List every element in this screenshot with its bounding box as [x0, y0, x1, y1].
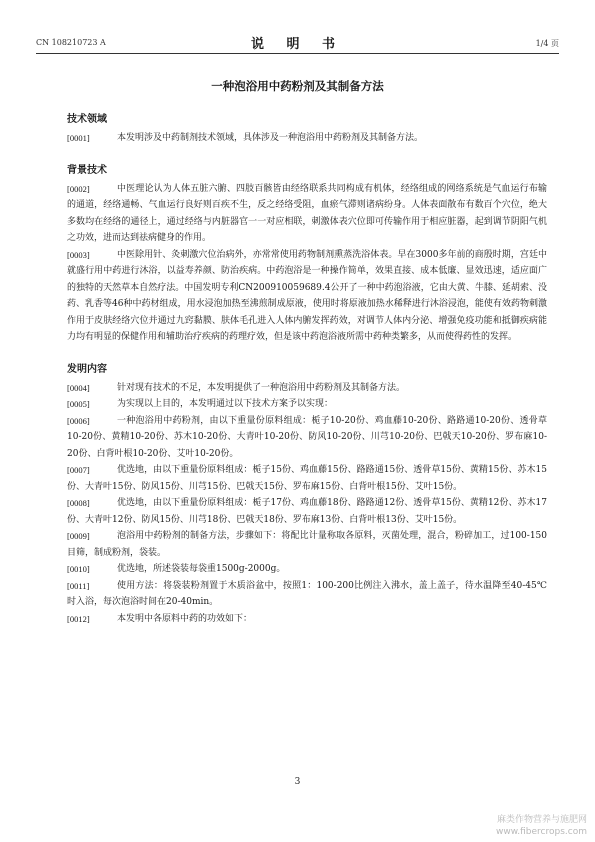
document-body: [67, 110, 547, 627]
paragraph-number: [0009]: [67, 531, 90, 541]
section-heading-tech-field: 技术领域: [67, 114, 107, 125]
paragraph-number: [0001]: [67, 133, 90, 143]
paragraph-text: 本发明中各原料中药的功效如下：: [117, 613, 253, 624]
paragraph-text: 为实现以上目的，本发明通过以下技术方案予以实现：: [117, 399, 334, 409]
paragraph-0004: [67, 380, 547, 397]
paragraph-number: [0004]: [67, 382, 90, 393]
page-number: 3: [294, 777, 301, 787]
paragraph-text: 使用方法：将袋装粉剂置于木质浴盆中，按照1：100-200比例注入沸水，盖上盖子，待水温降至40-45℃时入浴，每次泡浴时间在20-40min。: [67, 580, 547, 607]
header-divider: [36, 53, 559, 54]
paragraph-number: [0003]: [67, 249, 90, 260]
paragraph-number: [0006]: [67, 415, 90, 426]
paragraph-0010: [67, 561, 547, 578]
paragraph-0011: [67, 578, 547, 611]
paragraph-0003: [67, 247, 547, 346]
paragraph-number: [0010]: [67, 564, 90, 574]
paragraph-number: [0005]: [67, 399, 90, 409]
section-heading-background: 背景技术: [67, 164, 107, 176]
paragraph-0006: [67, 413, 547, 463]
watermark: [496, 814, 587, 838]
paragraph-number: [0007]: [67, 465, 90, 475]
watermark-title: 麻类作物营养与施肥网: [496, 815, 587, 825]
page-info: 1/4 页: [535, 39, 559, 48]
paragraph-text: 中医除用针、灸刺激穴位治病外，亦常常使用药物制剂熏蒸洗浴体表。早在3000多年前的商殷时期，宫廷中就盛行用中药进行沐浴，以益寿养颜、防治疾病。中药泡浴是一种操作简单，效果直接、成本低廉、显效迅速，适应面广的独特的天然草本自然疗法。中国发明专利CN200910059689.4公开了一种中药泡浴液，它由大黄、牛膝、延胡索、没药、乳香等46种中药材组成，用水浸泡加热至沸煎制成原液，使用时将原液加热水稀释进行沐浴浸泡，能使有效药物刺激作用于皮肤经络穴位并通过九窍黏膜、肤体毛孔进入人体内腑发挥药效，对调节人体内分泌、增强免疫功能和抵御疾病能力均有明显的保健作用和辅助治疗疾病的药理疗效，但是该中药泡浴液所需中药种类繁多，从而使得药性的发挥。: [67, 249, 547, 342]
paragraph-text: 一种泡浴用中药粉剂，由以下重量份原料组成：栀子10-20份、鸡血藤10-20份、路路通10-20份、透骨草10-20份、黄精10-20份、苏木10-20份、大青叶10-20份、防风10-20份、川芎10-20份、巴戟天10-20份、罗布麻10-20份、白背叶根10-20份、艾叶10-20份。: [67, 415, 547, 459]
paragraph-0008: [67, 495, 547, 528]
doc-type: 说 明 书: [250, 37, 345, 52]
page-header: [36, 30, 559, 52]
paragraph-number: [0002]: [67, 183, 90, 194]
paragraph-text: 优选地，由以下重量份原料组成：栀子15份、鸡血藤15份、路路通15份、透骨草15份、黄精15份、苏木15份、大青叶15份、防风15份、川芎15份、巴戟天15份、罗布麻15份、白背叶根15份、艾叶15份。: [67, 465, 547, 492]
paragraph-number: [0011]: [67, 580, 90, 591]
paragraph-text: 中医理论认为人体五脏六腑、四肢百骸皆由经络联系共同构成有机体，经络组成的网络系统是气血运行布输的通道，经络通畅、气血运行良好则百疾不生，反之经络受阻，血瘀气滞则诸病纷身。人体表面散布有数百个穴位，绝大多数均在经络的通径上，通过经络与内脏器官一一对应相联，刺激体表穴位即可传输作用于相应脏器，起到调节阴阳气机之功效，进而达到祛病健身的作用。: [67, 183, 547, 243]
paragraph-0012: [67, 611, 547, 628]
paragraph-text: 优选地，所述袋装每袋重1500g-2000g。: [117, 564, 286, 574]
paragraph-text: 针对现有技术的不足，本发明提供了一种泡浴用中药粉剂及其制备方法。: [117, 382, 406, 393]
section-heading-invention: 发明内容: [67, 363, 107, 375]
paragraph-0005: [67, 396, 547, 413]
paragraph-number: [0008]: [67, 498, 90, 508]
paragraph-text: 本发明涉及中药制剂技术领域，具体涉及一种泡浴用中药粉剂及其制备方法。: [117, 133, 424, 143]
paragraph-0002: [67, 181, 547, 247]
paragraph-0009: [67, 528, 547, 561]
paragraph-0001: [67, 130, 547, 147]
paragraph-number: [0012]: [67, 613, 90, 624]
doc-number: CN 108210723 A: [36, 38, 106, 47]
watermark-url: www.fibercrops.com: [496, 827, 587, 837]
paragraph-text: 优选地，由以下重量份原料组成：栀子17份、鸡血藤18份、路路通12份、透骨草15份、黄精12份、苏木17份、大青叶12份、防风15份、川芎18份、巴戟天18份、罗布麻13份、白背叶根13份、艾叶15份。: [67, 498, 547, 525]
document-title: 一种泡浴用中药粉剂及其制备方法: [211, 79, 384, 93]
paragraph-text: 泡浴用中药粉剂的制备方法，步骤如下：将配比计量称取各原料，灭菌处理，混合，粉碎加工，过100-150目筛，制成粉剂，袋装。: [67, 531, 547, 558]
paragraph-0007: [67, 462, 547, 495]
